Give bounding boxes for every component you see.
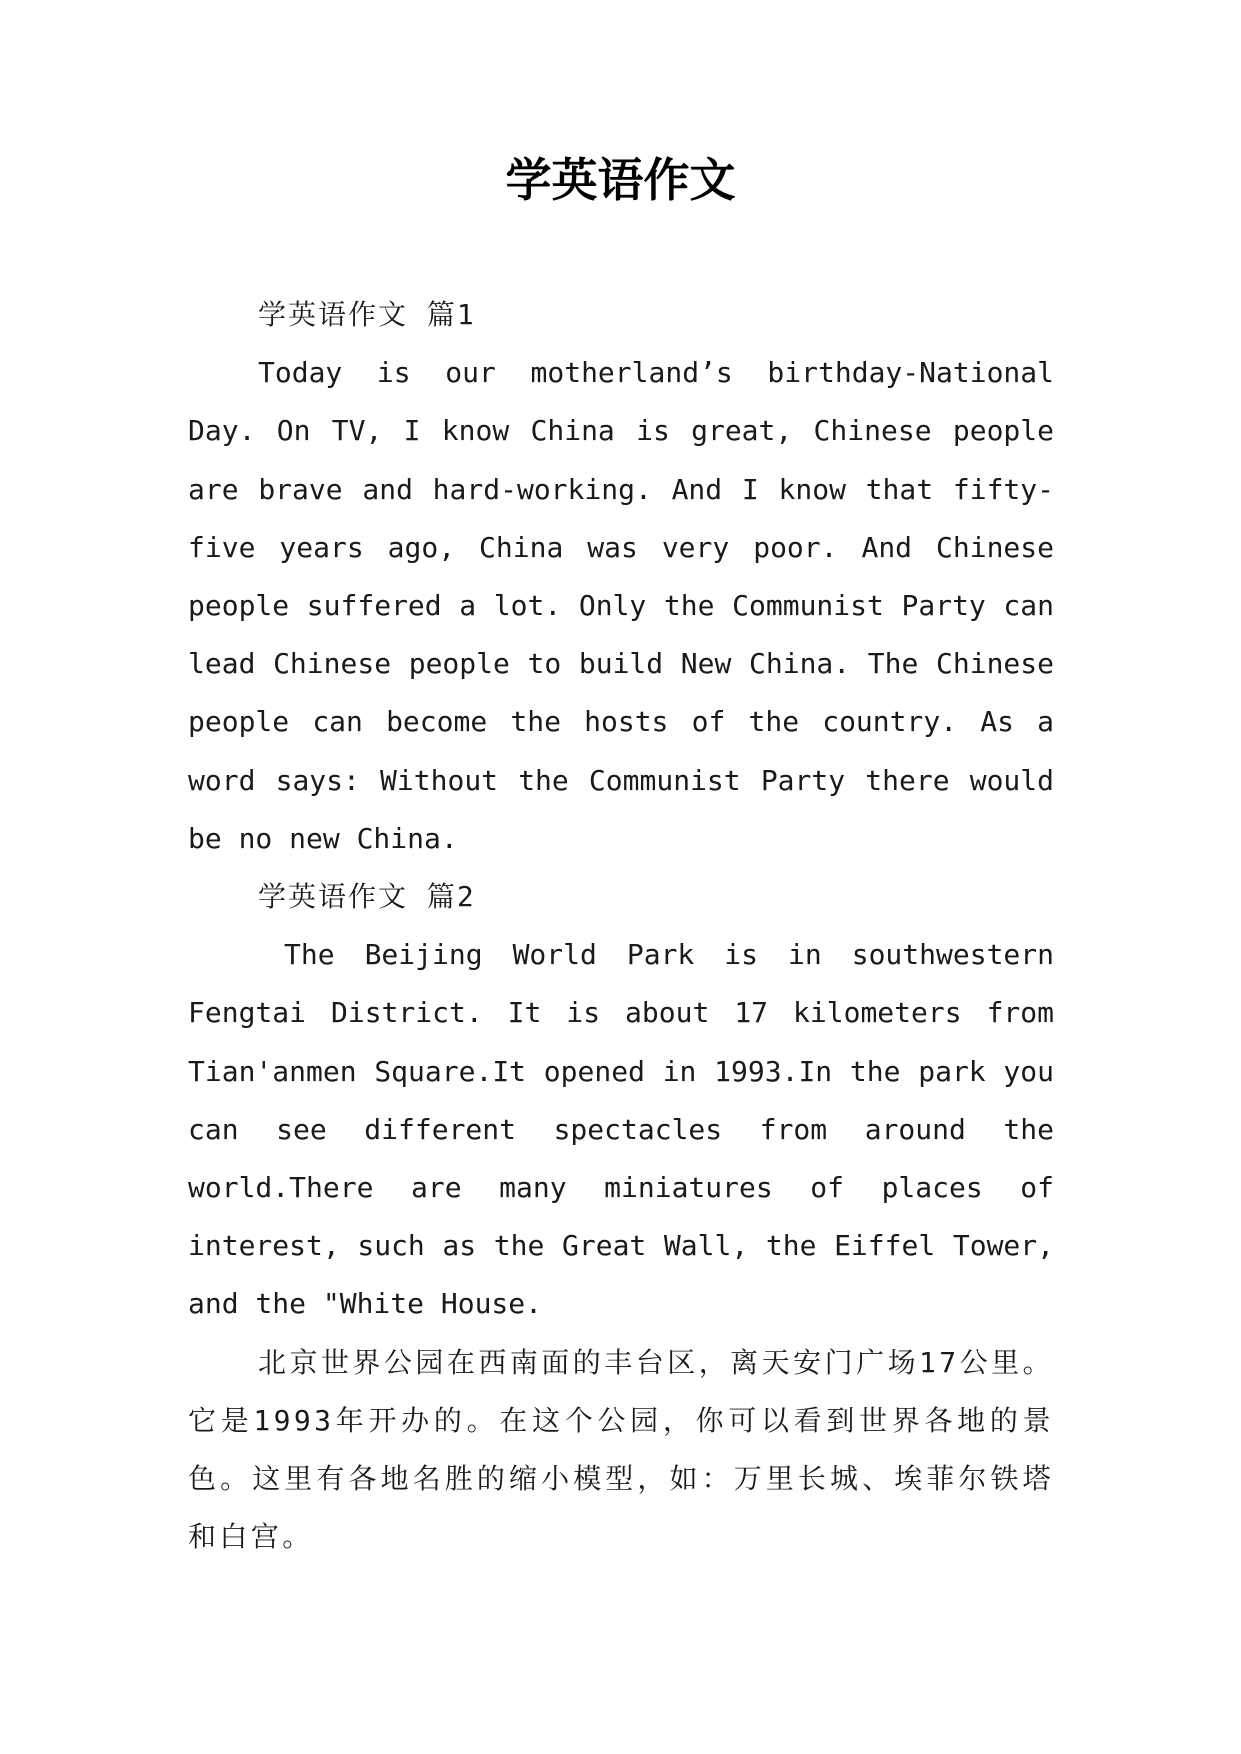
section-2-paragraph-1: The Beijing World Park is in southwestern Fengtai District. It is about 17 kilometers from Tian'anmen Square.It opened in 1993.In the park you can see different spectacles from around the world.There are many miniatures of places of interest, such as the Great Wall, the Eiffel Tower, and the "White House.: [188, 938, 1054, 1321]
document-body: [188, 286, 1054, 1566]
section-1-paragraph-1: Today is our motherland’s birthday-National Day. On TV, I know China is great, Chinese people are brave and hard-working. And I know that fifty-five years ago, China was very poor. And Chinese people suffered a lot. Only the Communist Party can lead Chinese people to build New China. The Chinese people can become the hosts of the country. As a word says: Without the Communist Party there would be no new China.: [188, 356, 1054, 855]
section-2-paragraph-2: 北京世界公园在西南面的丰台区，离天安门广场17公里。它是1993年开办的。在这个公园，你可以看到世界各地的景色。这里有各地名胜的缩小模型，如：万里长城、埃菲尔铁塔和白宫。: [188, 1345, 1054, 1554]
section-heading-2: 学英语作文 篇2: [258, 880, 476, 914]
document-title: 学英语作文: [505, 153, 736, 207]
section-heading-1: 学英语作文 篇1: [258, 298, 476, 331]
